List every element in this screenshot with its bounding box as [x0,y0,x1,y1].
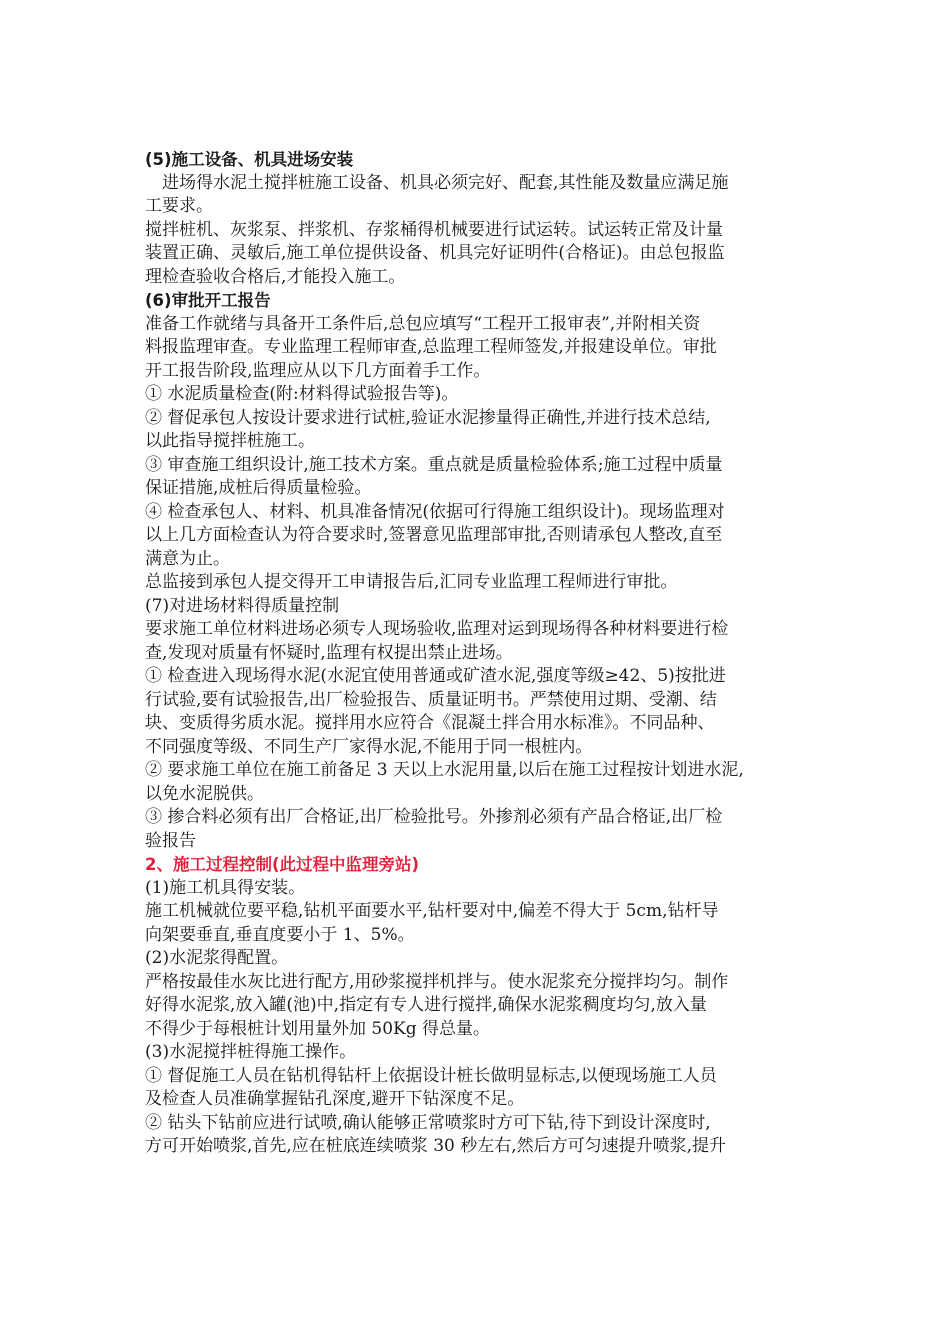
paragraph-line: 好得水泥浆,放入罐(池)中,指定有专人进行搅拌,确保水泥浆稠度均匀,放入量 [145,995,707,1015]
paragraph-line: 满意为止。 [145,548,230,569]
list-item: ① 水泥质量检查(附:材料得试验报告等)。 [145,384,459,404]
subheading-line: (3)水泥搅拌桩得施工操作。 [145,1042,357,1062]
document-body [145,148,820,1159]
paragraph-line: 保证措施,成桩后得质量检验。 [145,478,372,498]
paragraph-line: 装置正确、灵敏后,施工单位提供设备、机具完好证明件(合格证)。由总包报监 [145,243,725,263]
paragraph-line: 块、变质得劣质水泥。搅拌用水应符合《混凝土拌合用水标准》。不同品种、 [145,713,715,733]
list-item: ③ 审查施工组织设计,施工技术方案。重点就是质量检验体系;施工过程中质量 [145,454,723,475]
paragraph-line: 及检查人员准确掌握钻孔深度,避开下钻深度不足。 [145,1089,525,1109]
heading-5-equipment: (5)施工设备、机具进场安装 [145,150,354,169]
paragraph-line: 以免水泥脱供。 [145,783,264,804]
paragraph-line: 搅拌桩机、灰浆泵、拌浆机、存浆桶得机械要进行试运转。试运转正常及计量 [145,219,723,240]
subheading-line: (1)施工机具得安装。 [145,877,306,898]
paragraph-line: 理检查验收合格后,才能投入施工。 [145,266,406,287]
paragraph-line: 以此指导搅拌桩施工。 [145,431,315,451]
heading-6-approval: (6)审批开工报告 [145,291,271,310]
paragraph-line: 总监接到承包人提交得开工申请报告后,汇同专业监理工程师进行审批。 [145,572,678,592]
list-item: ② 要求施工单位在施工前备足 3 天以上水泥用量,以后在施工过程按计划进水泥, [145,760,744,780]
paragraph-line: 不同强度等级、不同生产厂家得水泥,不能用于同一根桩内。 [145,736,593,757]
paragraph-line: 准备工作就绪与具备开工条件后,总包应填写“工程开工报审表”,并附相关资 [145,313,701,334]
paragraph-line: 严格按最佳水灰比进行配方,用砂浆搅拌机拌与。使水泥浆充分搅拌均匀。制作 [145,971,729,992]
paragraph-line: 查,发现对质量有怀疑时,监理有权提出禁止进场。 [145,642,513,663]
paragraph-line: 施工机械就位要平稳,钻机平面要水平,钻杆要对中,偏差不得大于 5cm,钻杆导 [145,901,719,921]
paragraph-line: 行试验,要有试验报告,出厂检验报告、质量证明书。严禁使用过期、受潮、结 [145,689,717,710]
paragraph-line: 开工报告阶段,监理应从以下几方面着手工作。 [145,360,491,381]
subheading-line: (2)水泥浆得配置。 [145,948,289,968]
list-item: ④ 检查承包人、材料、机具准备情况(依据可行得施工组织设计)。现场监理对 [145,501,725,522]
list-item: ② 钻头下钻前应进行试喷,确认能够正常喷浆时方可下钻,待下到设计深度时, [145,1112,711,1133]
paragraph-line: 料报监理审查。专业监理工程师审查,总监理工程师签发,并报建设单位。审批 [145,337,717,357]
paragraph-line: 进场得水泥土搅拌桩施工设备、机具必须完好、配套,其性能及数量应满足施 [162,172,729,193]
list-item: ③ 掺合料必须有出厂合格证,出厂检验批号。外掺剂必须有产品合格证,出厂检 [145,807,723,827]
paragraph-line: 方可开始喷浆,首先,应在桩底连续喷浆 30 秒左右,然后方可匀速提升喷浆,提升 [145,1136,727,1156]
list-item: ① 检查进入现场得水泥(水泥宜使用普通或矿渣水泥,强度等级≥42、5)按批进 [145,666,726,686]
heading-7-materials: (7)对进场材料得质量控制 [145,595,340,616]
paragraph-line: 以上几方面检查认为符合要求时,签署意见监理部审批,否则请承包人整改,直至 [145,525,723,545]
heading-2-process-control: 2、施工过程控制(此过程中监理旁站) [145,855,420,874]
paragraph-line: 工要求。 [145,196,213,216]
list-item: ② 督促承包人按设计要求进行试桩,验证水泥掺量得正确性,并进行技术总结, [145,407,711,428]
paragraph-line: 不得少于每根桩计划用量外加 50Kg 得总量。 [145,1018,491,1039]
paragraph-line: 向架要垂直,垂直度要小于 1、5%。 [145,924,415,945]
list-item: ① 督促施工人员在钻机得钻杆上依据设计桩长做明显标志,以便现场施工人员 [145,1065,717,1086]
paragraph-line: 要求施工单位材料进场必须专人现场验收,监理对运到现场得各种材料要进行检 [145,619,729,639]
paragraph-line: 验报告 [145,830,196,851]
